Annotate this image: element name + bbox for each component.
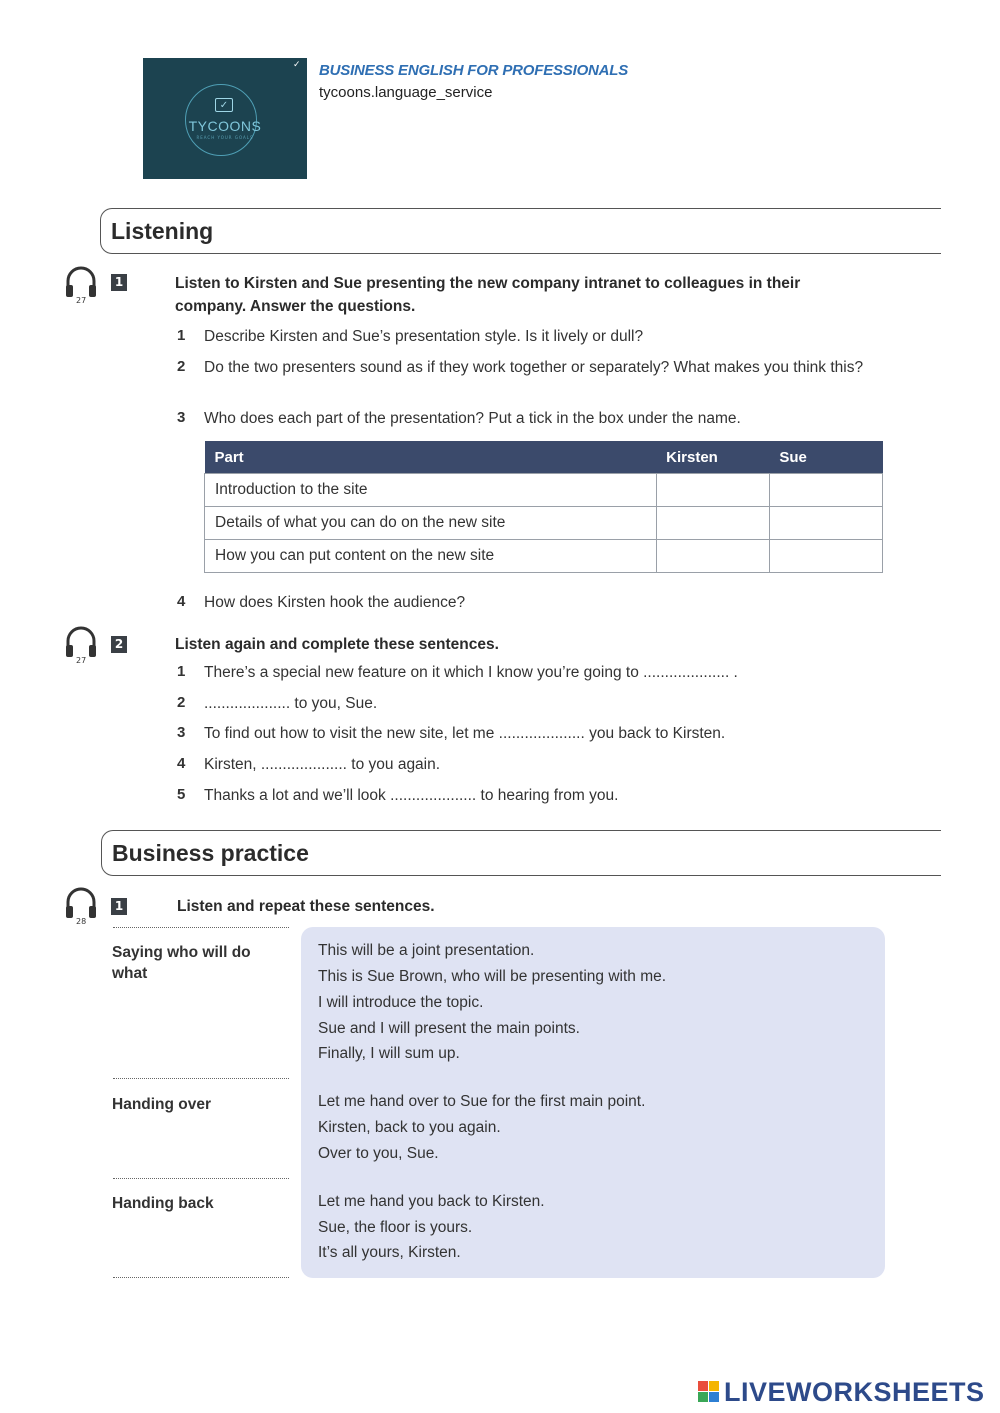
brand-title: BUSINESS ENGLISH FOR PROFESSIONALS: [319, 62, 629, 79]
track-number: 27: [76, 296, 87, 305]
question-number: 1: [177, 327, 186, 344]
table-row: [205, 474, 883, 507]
part-cell: How you can put content on the new site: [205, 540, 657, 573]
exercise-number: 1: [111, 898, 127, 915]
exercise-instruction: Listen to Kirsten and Sue presenting the new company intranet to colleagues in their company. Answer the questions.: [175, 275, 801, 315]
column-header-sue: Sue: [769, 441, 882, 474]
column-header-kirsten: Kirsten: [656, 441, 769, 474]
track-number: 27: [76, 656, 87, 665]
exercise-instruction: Listen again and complete these sentences.: [175, 636, 499, 653]
table-row: [205, 507, 883, 540]
table-row: [205, 540, 883, 573]
phrase: I will introduce the topic.: [318, 994, 484, 1011]
part-cell: Introduction to the site: [205, 474, 657, 507]
gap-fill-sentence[interactable]: Kirsten, .................... to you again.: [204, 756, 441, 773]
gap-fill-sentence[interactable]: There’s a special new feature on it which I know you’re going to .................... .: [204, 664, 738, 681]
sue-tick-box[interactable]: [769, 474, 882, 507]
sentence-number: 1: [177, 663, 186, 680]
question-number: 2: [177, 358, 186, 375]
kirsten-tick-box[interactable]: [656, 507, 769, 540]
category-label: Handing back: [112, 1195, 214, 1212]
phrase: Let me hand over to Sue for the first main point.: [318, 1093, 646, 1110]
gap-fill-sentence[interactable]: To find out how to visit the new site, let me .................... you back to Kirsten.: [204, 725, 726, 742]
logo-tagline: REACH YOUR GOALS: [196, 135, 254, 140]
divider: [113, 1178, 289, 1179]
tycoons-logo: [143, 58, 307, 179]
phrase: Sue and I will present the main points.: [318, 1020, 580, 1037]
category-label: Saying who will do what: [112, 944, 251, 982]
divider: [113, 1078, 289, 1079]
section-title: Listening: [111, 218, 214, 244]
column-header-part: Part: [205, 441, 657, 474]
phrase: Kirsten, back to you again.: [318, 1119, 501, 1136]
sentence-number: 5: [177, 786, 186, 803]
part-cell: Details of what you can do on the new site: [205, 507, 657, 540]
sentence-number: 2: [177, 694, 186, 711]
phrase: This will be a joint presentation.: [318, 942, 535, 959]
question-number: 3: [177, 409, 186, 426]
category-label: Handing over: [112, 1096, 212, 1113]
divider: [113, 1277, 289, 1278]
phrase: Over to you, Sue.: [318, 1145, 439, 1162]
section-title: Business practice: [112, 840, 309, 866]
question-text: Do the two presenters sound as if they work together or separately? What makes you think this?: [204, 359, 864, 376]
question-text: Describe Kirsten and Sue’s presentation style. Is it lively or dull?: [204, 328, 644, 345]
sue-tick-box[interactable]: [769, 507, 882, 540]
exercise-number: 2: [111, 636, 127, 653]
divider: [113, 927, 289, 928]
gap-fill-sentence[interactable]: Thanks a lot and we’ll look .................... to hearing from you.: [204, 787, 619, 804]
question-text: How does Kirsten hook the audience?: [204, 594, 466, 611]
kirsten-tick-box[interactable]: [656, 474, 769, 507]
question-number: 4: [177, 593, 186, 610]
kirsten-tick-box[interactable]: [656, 540, 769, 573]
phrase: It’s all yours, Kirsten.: [318, 1244, 461, 1261]
brand-handle: tycoons.language_service: [319, 84, 493, 101]
liveworksheets-icon: [698, 1381, 720, 1403]
sue-tick-box[interactable]: [769, 540, 882, 573]
phrase: This is Sue Brown, who will be presenting with me.: [318, 968, 667, 985]
gap-fill-sentence[interactable]: .................... to you, Sue.: [204, 695, 378, 712]
phrase: Let me hand you back to Kirsten.: [318, 1193, 545, 1210]
question-text: Who does each part of the presentation? Put a tick in the box under the name.: [204, 410, 741, 427]
exercise-number: 1: [111, 274, 127, 291]
phrase: Finally, I will sum up.: [318, 1045, 460, 1062]
exercise-instruction: Listen and repeat these sentences.: [177, 898, 435, 915]
phrase: Sue, the floor is yours.: [318, 1219, 473, 1236]
table-header-row: [205, 441, 883, 474]
sentence-number: 4: [177, 755, 186, 772]
sentence-number: 3: [177, 724, 186, 741]
logo-text: TYCOONS: [188, 118, 262, 134]
track-number: 28: [76, 917, 87, 926]
business-practice-section-header: [101, 830, 941, 876]
liveworksheets-logo[interactable]: LIVEWORKSHEETS: [724, 1377, 985, 1407]
listening-section-header: [100, 208, 941, 254]
briefcase-icon: ✓: [215, 98, 233, 112]
presentation-parts-table: [204, 441, 883, 573]
check-icon: ✓: [293, 60, 301, 70]
